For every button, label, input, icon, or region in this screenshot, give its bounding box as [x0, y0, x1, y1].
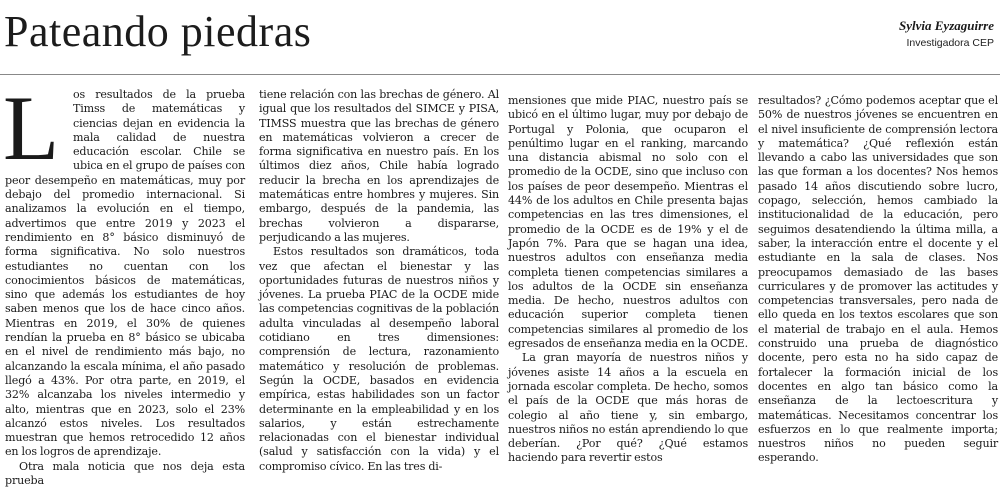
drop-cap: L — [3, 77, 60, 179]
paragraph: os resultados de la prueba Timss de matemáticas y ciencias dejan en evidencia la mala calidad de nuestra educación escolar. Chile se ubica en el grupo de países con peor desempeño en matemáticas, muy por debajo del promedio internacional. Si analizamos la evolución en el tiempo, advertimos que entre 2019 y 2023 el rendimiento en 8° básico disminuyó de forma significativa. No solo nuestros estudiantes no cuentan con los conocimientos básicos de matemáticas, sino que además los estudiantes de hoy saben menos que los de hace cinco años. Mientras en 2019, el 30% de quienes rendían la prueba en 8° básico se ubicaba en el nivel de rendimiento más bajo, no alcanzando la escala mínima, el año pasado llegó a 43%. Por otra parte, en 2019, el 32% alcanzaba los niveles intermedio y alto, mientras que en 2023, solo el 23% alcanzó estos niveles. Los resultados muestran que hemos retrocedido 12 años en los logros de aprendizaje. — [5, 88, 245, 459]
article-header — [0, 0, 1000, 74]
article-column-3 — [508, 94, 748, 465]
article-column-1 — [3, 77, 245, 488]
article-title: Pateando piedras — [4, 7, 312, 56]
paragraph: Estos resultados son dramáticos, toda vez que afectan el bienestar y las oportunidades futuras de nuestros niños y jóvenes. La prueba PIAC de la OCDE mide las competencias cognitivas de la población adulta vinculadas al desempeño laboral cotidiano en tres dimensiones: comprensión de lectura, razonamiento matemático y resolución de problemas. Según la OCDE, basados en evidencia empírica, estas habilidades son un factor determinante en la empleabilidad y en los salarios, y están estrechamente relacionadas con el bienestar individual (salud y satisfacción con la vida) y el compromiso cívico. En las tres di- — [259, 245, 499, 473]
paragraph: La gran mayoría de nuestros niños y jóvenes asiste 14 años a la escuela en jornada escolar completa. De hecho, somos el país de la OCDE que más horas de colegio al año tiene y, sin embargo, nuestros niños no están aprendiendo lo que deberían. ¿Por qué? ¿Qué estamos haciendo para revertir estos — [508, 351, 748, 465]
paragraph: mensiones que mide PIAC, nuestro país se ubicó en el último lugar, muy por debajo de Portugal y Polonia, que ocuparon el penúltimo lugar en el ranking, marcando una distancia abismal no solo con el promedio de la OCDE, sino que incluso con los países de peor desempeño. Mientras el 44% de los adultos en Chile presenta bajas competencias en las tres dimensiones, el promedio de la OCDE es de 19% y el de Japón 7%. Para que se hagan una idea, nuestros adultos con enseñanza media completa tienen competencias similares a los adultos de la OCDE sin enseñanza media. De hecho, nuestros adultos con educación superior completa tienen competencias similares al promedio de los egresados de enseñanza media en la OCDE. — [508, 94, 748, 351]
paragraph: tiene relación con las brechas de género. Al igual que los resultados del SIMCE y PISA, TIMSS muestra que las brechas de género en matemáticas volvieron a crecer de forma significativa en nuestro país. En los últimos diez años, Chile había logrado reducir la brecha en los aprendizajes de matemáticas entre hombres y mujeres. Sin embargo, después de la pandemia, las brechas volvieron a dispararse, perjudicando a las mujeres. — [259, 88, 499, 244]
byline — [899, 18, 994, 50]
article-column-4 — [758, 94, 998, 465]
author-role: Investigadora CEP — [906, 37, 994, 49]
author-name: Sylvia Eyzaguirre — [899, 18, 994, 33]
article-column-2 — [259, 88, 499, 473]
header-divider — [0, 74, 1000, 75]
paragraph: Otra mala noticia que nos deja esta prueba — [5, 459, 245, 488]
paragraph: resultados? ¿Cómo podemos aceptar que el 50% de nuestros jóvenes se encuentren en el nivel insuficiente de comprensión lectora y matemática? ¿Qué reflexión están llevando a cabo las universidades que son las que forman a los docentes? Nos hemos pasado 14 años discutiendo sobre lucro, copago, selección, hemos cambiado la institucionalidad de la educación, pero seguimos desatendiendo la última milla, a saber, la interacción entre el docente y el estudiante en la sala de clases. Nos preocupamos demasiado de las bases curriculares y de promover las actitudes y competencias transversales, pero nada de ello queda en los textos escolares que son el material de trabajo en el aula. Hemos construido una prueba de diagnóstico docente, pero esta no ha sido capaz de fortalecer la formación inicial de los docentes en algo tan básico como la enseñanza de la lectoescritura y matemáticas. Necesitamos concentrar los esfuerzos en lo que realmente importa; nuestros niños no pueden seguir esperando. — [758, 94, 998, 465]
